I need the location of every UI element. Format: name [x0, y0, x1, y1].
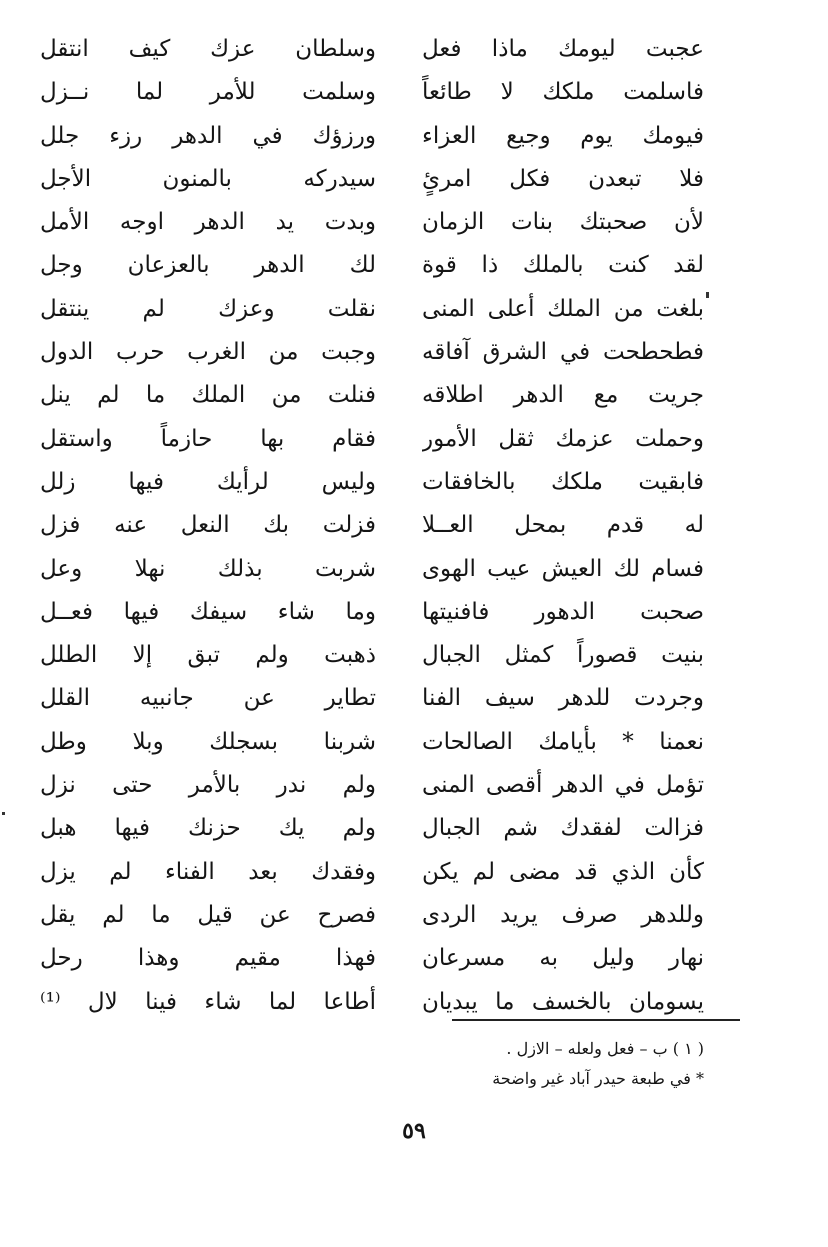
footnote-asterisk: * في طبعة حيدر آباد غير واضحة — [492, 1069, 704, 1088]
verse-line: فسام لك العيش عيب الهوى — [422, 555, 704, 582]
verse-line: لقد كنت بالملك ذا قوة — [422, 252, 704, 279]
verse-line: وبدت يد الدهر اوجه الأمل — [40, 209, 376, 236]
verse-line: تؤمل في الدهر أقصى المنى — [422, 772, 704, 799]
verse-line: وما شاء سيفك فيها فعــل — [40, 598, 376, 625]
verse-line: لك الدهر بالعزعان وجل — [40, 252, 376, 279]
verse-line: فابقيت ملكك بالخافقات — [422, 468, 704, 495]
print-speck — [706, 292, 709, 298]
verse-line: وللدهر صرف يريد الردى — [422, 901, 704, 928]
verse-line: وجردت للدهر سيف الفنا — [422, 685, 704, 712]
verse-line: عجبت ليومك ماذا فعل — [422, 36, 704, 62]
footnotes — [264, 1034, 704, 1094]
verse-line: بلغت من الملك أعلى المنى — [422, 295, 704, 322]
verse-line: كأن الذي قد مضى لم يكن — [422, 858, 704, 885]
page-number: ٥٩ — [402, 1118, 426, 1144]
verse-line: نقلت وعزك لم ينتقل — [40, 295, 376, 322]
poem-left-column — [40, 28, 376, 1024]
verse-line: صحبت الدهور فافنيتها — [422, 598, 704, 625]
footnote-divider — [452, 1019, 740, 1021]
verse-line: فزلت بك النعل عنه فزل — [40, 512, 376, 539]
verse-line: بنيت قصوراً كمثل الجبال — [422, 642, 704, 669]
verse-line: نعمنا * بأيامك الصالحات — [422, 728, 704, 755]
verse-line: ولم ندر بالأمر حتى نزل — [40, 772, 376, 799]
verse-line: جريت مع الدهر اطلاقه — [422, 382, 704, 409]
verse-line: وفقدك بعد الفناء لم يزل — [40, 858, 376, 885]
verse-line: وسلطان عزك كيف انتقل — [40, 36, 376, 62]
verse-line: فقام بها حازماً واستقل — [40, 425, 376, 452]
verse-line: أطاعا لما شاء فينا لال ⁽¹⁾ — [40, 988, 376, 1015]
verse-line: لأن صحبتك بنات الزمان — [422, 209, 704, 236]
poem-right-column — [422, 28, 704, 1024]
verse-line: فطحطحت في الشرق آفاقه — [422, 339, 704, 366]
poem-body — [0, 28, 828, 1015]
verse-line: وحملت عزمك ثقل الأمور — [422, 425, 704, 452]
verse-line: شربنا بسجلك وبلا وطل — [40, 728, 376, 755]
verse-line: نهار وليل به مسرعان — [422, 945, 704, 972]
verse-line: له قدم بمحل العــلا — [422, 512, 704, 539]
verse-line: فهذا مقيم وهذا رحل — [40, 945, 376, 972]
verse-line: يسومان بالخسف ما يبديان — [422, 988, 704, 1015]
footnote-1: ( ١ ) ب – فعل ولعله – الازل . — [506, 1039, 704, 1058]
verse-line: وجبت من الغرب حرب الدول — [40, 339, 376, 366]
verse-line: فصرح عن قيل ما لم يقل — [40, 901, 376, 928]
verse-line: ذهبت ولم تبق إلا الطلل — [40, 642, 376, 669]
verse-line: سيدركه بالمنون الأجل — [40, 165, 376, 192]
verse-line: فزالت لفقدك شم الجبال — [422, 815, 704, 842]
verse-line: ورزؤك في الدهر رزء جلل — [40, 122, 376, 149]
verse-line: فلا تبعدن فكل امرئٍ — [422, 165, 704, 192]
verse-line: فاسلمت ملكك لا طائعاً — [422, 79, 704, 106]
verse-line: وليس لرأيك فيها زلل — [40, 468, 376, 495]
verse-line: تطاير عن جانبيه القلل — [40, 685, 376, 712]
print-speck — [2, 812, 5, 815]
verse-line: ولم يك حزنك فيها هبل — [40, 815, 376, 842]
verse-line: فيومك يوم وجيع العزاء — [422, 122, 704, 149]
verse-line: فنلت من الملك ما لم ينل — [40, 382, 376, 409]
verse-line: شربت بذلك نهلا وعل — [40, 555, 376, 582]
verse-line: وسلمت للأمر لما نــزل — [40, 79, 376, 106]
